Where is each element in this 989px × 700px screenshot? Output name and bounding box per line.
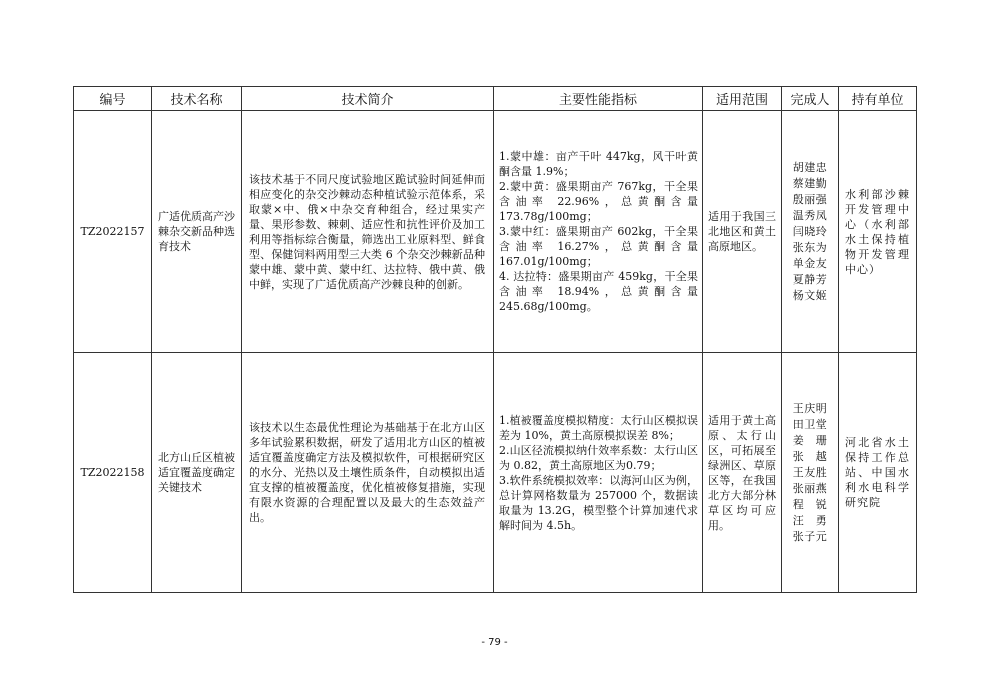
table-row [74,353,917,593]
tech-performance: 1.蒙中雄：亩产干叶 447kg，风干叶黄酮含量 1.9%； 2.蒙中黄：盛果期亩产 767kg，干全果含油率 22.96%，总黄酮含量173.78g/100mg； 3.蒙中红：盛果期亩产 602kg，干全果含油率 16.27%，总黄酮含量167.01g/100mg； 4. 达拉特：盛果期亩产 459kg，干全果含油率 18.94%，总黄酮含量245.68g/100mg。 [494,111,703,353]
tech-owner: 河北省水土保持工作总站、中国水利水电科学研究院 [839,353,917,593]
tech-code: TZ2022157 [74,111,152,353]
tech-scope: 适用于黄土高原、太行山区，可拓展至绿洲区、草原区等，在我国北方大部分林草区均可应用。 [703,353,782,593]
tech-name: 广适优质高产沙棘杂交新品种选育技术 [152,111,242,353]
header-code: 编号 [74,87,152,111]
header-team: 完成人 [782,87,839,111]
header-scope: 适用范围 [703,87,782,111]
tech-scope: 适用于我国三北地区和黄土高原地区。 [703,111,782,353]
table-row [74,111,917,353]
tech-intro: 该技术以生态最优性理论为基础基于在北方山区多年试验累积数据，研发了适用北方山区的植被适宜覆盖度确定方法及模拟软件，可根据研究区的水分、光热以及土壤性质条件，自动模拟出适宜支撑的植被覆盖度，优化植被修复措施，实现有限水资源的合理配置以及最大的生态效益产出。 [242,353,494,593]
tech-team: 王庆明 田卫堂 姜 珊 张 越 王友胜 张丽燕 程 锐 汪 勇 张子元 [782,353,839,593]
table-header-row [74,87,917,111]
header-performance: 主要性能指标 [494,87,703,111]
technology-table [73,86,917,593]
tech-name: 北方山丘区植被适宜覆盖度确定关键技术 [152,353,242,593]
header-intro: 技术简介 [242,87,494,111]
page-number: - 79 - [481,637,508,648]
tech-intro: 该技术基于不同尺度试验地区跪试验时间延伸而相应变化的杂交沙棘动态种植试验示范体系，采取蒙×中、俄×中杂交育种组合，经过果实产量、果形参数、棘刺、适应性和抗性评价及加工利用等指标综合衡量，筛选出工业原料型、鲜食型、保健饲料两用型三大类 6 个杂交沙棘新品种蒙中雄、蒙中黄、蒙中红、达拉特、俄中黄、俄中鲜，实现了广适优质高产沙棘良种的创新。 [242,111,494,353]
header-owner: 持有单位 [839,87,917,111]
tech-code: TZ2022158 [74,353,152,593]
tech-performance: 1.植被覆盖度模拟精度：太行山区模拟误差为 10%，黄土高原模拟误差 8%； 2.山区径流模拟纳什效率系数：太行山区为 0.82，黄土高原地区为0.79； 3.软件系统模拟效率：以海河山区为例，总计算网格数量为 257000 个，数据读取量为 13.2G，模型整个计算加速代求解时间为 4.5h。 [494,353,703,593]
tech-team: 胡建忠 蔡建勤 殷丽强 温秀凤 闫晓玲 张东为 单金友 夏静芳 杨文姬 [782,111,839,353]
header-name: 技术名称 [152,87,242,111]
tech-owner: 水利部沙棘开发管理中心（水利部水土保持植物开发管理中心） [839,111,917,353]
